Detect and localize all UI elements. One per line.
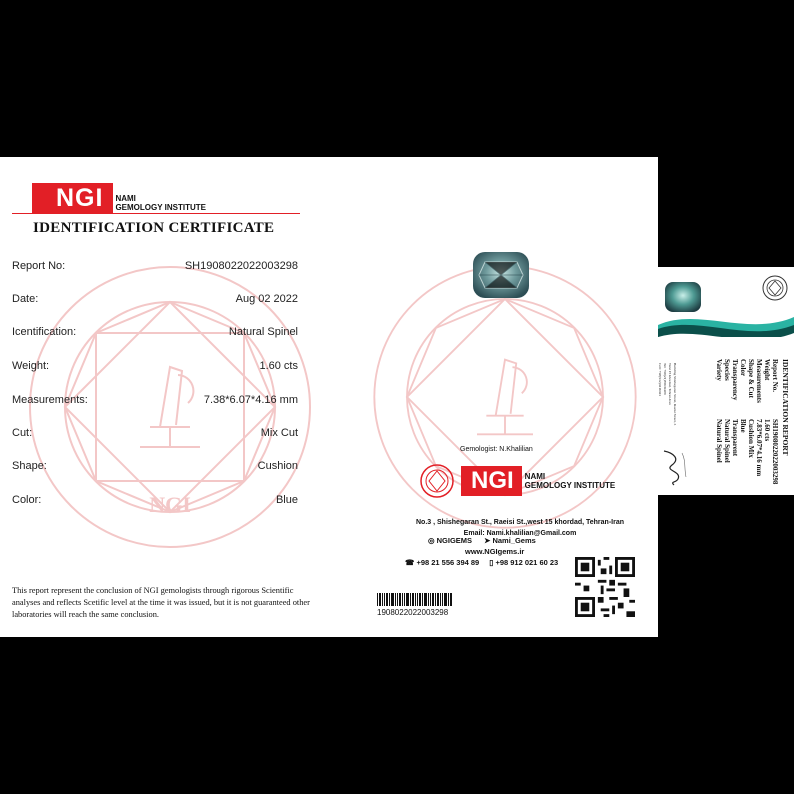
disclaimer-text: This report represent the conclusion of NGI gemologists through rigorous Scientific analyses and reflects Scetific level at the time it was issued, but it is not guaranteed other laboratories will reach the same conclusion.: [12, 586, 310, 619]
barcode-image: [377, 593, 453, 606]
field-color: [12, 494, 298, 510]
small-seal-icon: [762, 275, 788, 301]
brand-logo: [32, 183, 206, 213]
social-row: [428, 536, 536, 545]
footer-logo: [419, 463, 615, 499]
field-identification: [12, 326, 298, 342]
field-value: Cushion: [257, 460, 298, 472]
certificate-title: IDENTIFICATION CERTIFICATE: [33, 220, 275, 236]
seal-icon: [419, 463, 455, 499]
brand-name-line1: NAMI: [115, 194, 136, 203]
phone-row: [405, 558, 558, 567]
small-value-report: SH1908022022003298: [771, 419, 779, 485]
field-label: Icentification:: [12, 326, 77, 338]
landline-phone: ☎ +98 21 556 394 89: [405, 558, 480, 567]
small-label-measurements: Measurements: [755, 359, 763, 403]
field-shape: [12, 460, 298, 476]
field-value: Blue: [275, 494, 298, 506]
instagram-icon: ◎: [428, 536, 437, 545]
field-value: 7.38*6.07*4.16 mm: [203, 394, 298, 406]
small-label-transparency: Transparency: [731, 359, 739, 401]
small-label-color: Color: [739, 359, 747, 377]
field-value: Aug 02 2022: [235, 293, 298, 305]
signature-image: [660, 447, 688, 487]
small-value-transparency: Transparent: [731, 419, 739, 457]
small-report-card: [658, 267, 794, 495]
small-address-line3: Tel: +98(21)55639489: [663, 363, 667, 395]
field-cut: [12, 427, 298, 443]
small-gemstone-image: [664, 281, 702, 313]
telegram-icon: ➤: [484, 536, 493, 545]
field-label: Cut:: [12, 427, 33, 439]
mobile-icon: ▯: [489, 558, 496, 567]
small-label-shape: Shape & Cut: [747, 359, 755, 398]
brand-name-line2: GEMOLOGY INSTITUTE: [524, 481, 616, 490]
gemologist-name: Gemologist: N.Khalilian: [460, 446, 533, 453]
small-address-line4: Cell: +98(912)0216023: [658, 363, 662, 396]
gemstone-image: [471, 250, 531, 300]
small-label-variety: Variety: [715, 359, 723, 381]
field-label: Report No:: [12, 260, 66, 272]
small-value-species: Natural Spinel: [723, 419, 731, 463]
email-text: Email: Nami.khalilian@Gmail.com: [463, 530, 577, 537]
field-value: SH1908022022003298: [184, 260, 298, 272]
field-label: Measurements:: [12, 394, 88, 406]
ngi-logo-box: NGI: [32, 183, 113, 213]
small-value-color: Blue: [739, 419, 747, 433]
mobile-phone: ▯ +98 912 021 60 23: [489, 558, 559, 567]
phone-icon: ☎: [405, 558, 417, 567]
small-value-measurements: 7.83*6.07*4.16 mm: [755, 419, 763, 477]
small-card-title: IDENTIFICATION REPORT: [781, 359, 790, 456]
field-report-no: [12, 260, 298, 276]
watermark-ngi-left: NGI: [149, 492, 191, 517]
certificate-card: [0, 157, 658, 637]
field-label: Shape:: [12, 460, 47, 472]
field-label: Date:: [12, 293, 39, 305]
small-address-line1: Building Shishegaran Street, Raeisi Street, 3: [673, 363, 677, 426]
field-value: Mix Cut: [260, 427, 298, 439]
small-address-line2: West 15 khordad, Tehran-Iran: [668, 363, 672, 405]
field-label: Weight:: [12, 360, 50, 372]
qr-code: [575, 557, 635, 617]
small-value-shape: Cushion Mix: [747, 419, 755, 458]
small-label-weight: Weight: [763, 359, 771, 381]
field-measurements: [12, 394, 298, 410]
field-value: 1.60 cts: [259, 360, 298, 372]
barcode-number: 1908022022003298: [377, 608, 449, 617]
instagram-handle: ◎ NGIGEMS: [428, 536, 473, 545]
field-value: Natural Spinel: [228, 326, 298, 338]
field-date: [12, 293, 298, 309]
small-label-report: Report No.: [771, 359, 779, 393]
small-label-species: Species: [723, 359, 731, 381]
telegram-handle: ➤ Nami_Gems: [484, 536, 536, 545]
ngi-logo-box-footer: NGI: [461, 466, 522, 496]
field-weight: [12, 360, 298, 376]
brand-name-line1: NAMI: [524, 472, 546, 481]
address-text: No.3 , Shishegaran St., Raeisi St.,west 15 khordad, Tehran-Iran: [416, 519, 624, 526]
website-text: www.NGIgems.ir: [465, 547, 525, 556]
field-label: Color:: [12, 494, 42, 506]
small-value-weight: 1.60 cts: [763, 419, 771, 442]
small-value-variety: Natural Spinel: [715, 419, 723, 463]
header-divider: [12, 213, 300, 214]
brand-name-line2: GEMOLOGY INSTITUTE: [115, 203, 206, 212]
